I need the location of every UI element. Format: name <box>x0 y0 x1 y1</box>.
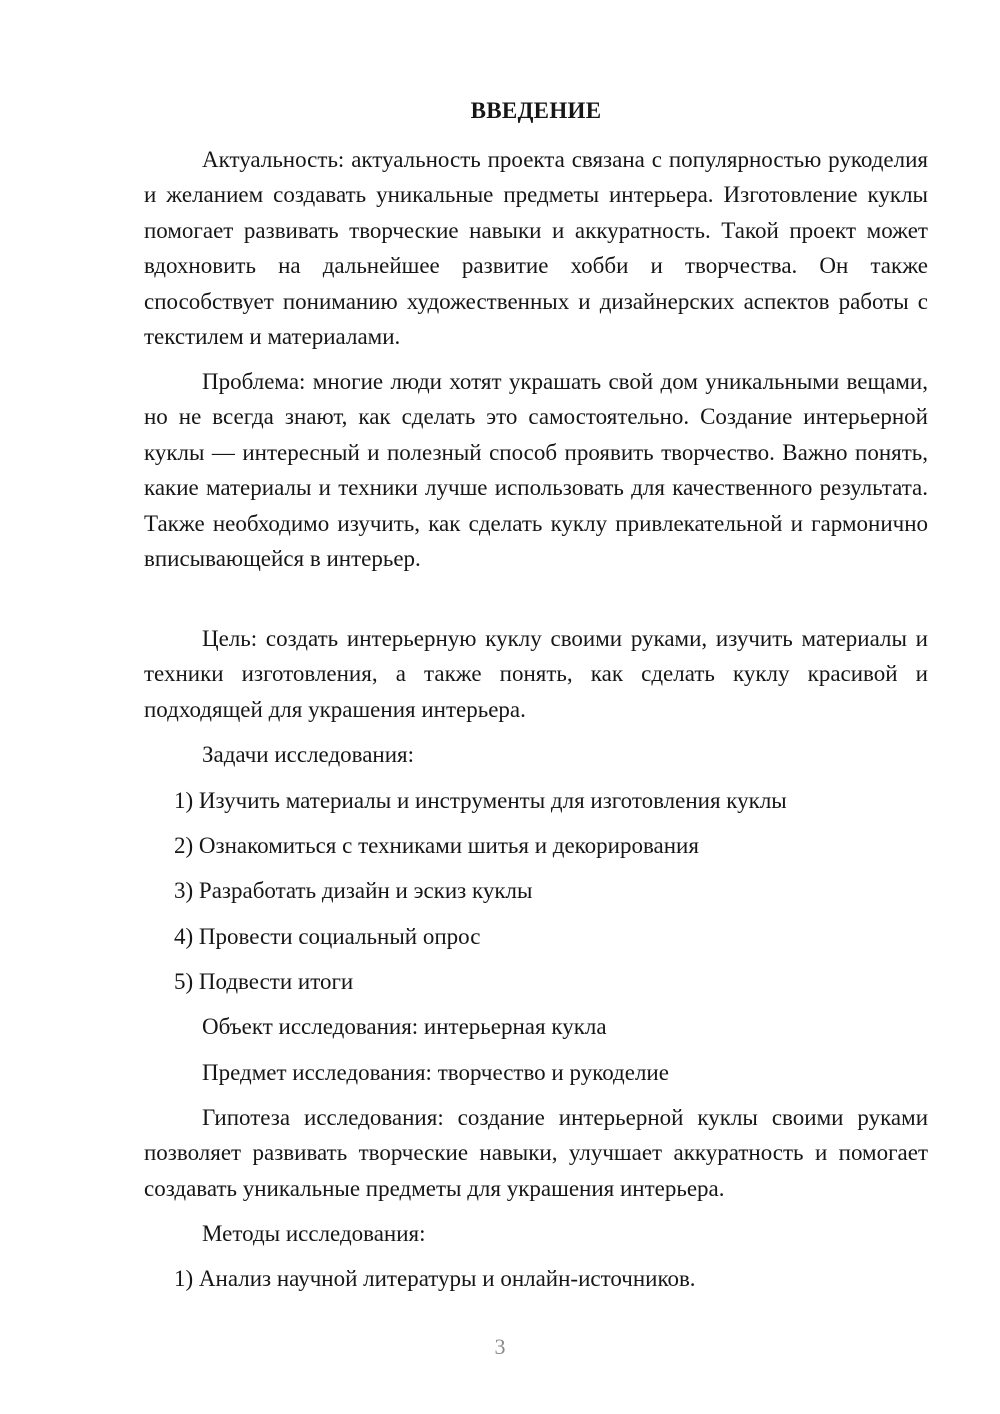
hypothesis-paragraph-block <box>144 1100 928 1206</box>
tasks-title-block <box>144 737 928 772</box>
task-item-2-block <box>144 828 928 863</box>
task-item: 4) Провести социальный опрос <box>174 924 481 949</box>
section-heading: ВВЕДЕНИЕ <box>470 98 602 123</box>
task-item-4-block <box>144 919 928 954</box>
goal-paragraph-block <box>144 621 928 727</box>
object-block <box>144 1009 928 1044</box>
task-item: 3) Разработать дизайн и эскиз куклы <box>174 878 533 903</box>
methods-title-block <box>144 1216 928 1251</box>
task-item-3-block <box>144 873 928 908</box>
method-item-1-block <box>144 1261 928 1296</box>
method-item: 1) Анализ научной литературы и онлайн-источников. <box>174 1266 696 1291</box>
relevance-paragraph: Актуальность: актуальность проекта связана с популярностью рукоделия и желанием создавать уникальные предметы интерьера. Изготовление куклы помогает развивать творческие навыки и аккуратность. Такой проект может вдохновить на дальнейшее развитие хобби и творчества. Он также способствует пониманию художественных и дизайнерских аспектов работы с текстилем и материалами. <box>144 147 928 350</box>
problem-paragraph: Проблема: многие люди хотят украшать свой дом уникальными вещами, но не всегда знают, как сделать это самостоятельно. Создание интерьерной куклы — интересный и полезный способ проявить творчество. Важно понять, какие материалы и техники лучше использовать для качественного результата. Также необходимо изучить, как сделать куклу привлекательной и гармонично вписывающейся в интерьер. <box>144 369 928 572</box>
tasks-title: Задачи исследования: <box>202 742 415 767</box>
task-item: 2) Ознакомиться с техниками шитья и декорирования <box>174 833 699 858</box>
problem-paragraph-block <box>144 364 928 576</box>
methods-title: Методы исследования: <box>202 1221 426 1246</box>
task-item-1-block <box>144 783 928 818</box>
subject-block <box>144 1055 928 1090</box>
goal-paragraph: Цель: создать интерьерную куклу своими руками, изучить материалы и техники изготовления, а также понять, как сделать куклу красивой и подходящей для украшения интерьера. <box>144 626 928 722</box>
research-object: Объект исследования: интерьерная кукла <box>202 1014 607 1039</box>
hypothesis-paragraph: Гипотеза исследования: создание интерьерной куклы своими руками позволяет развивать творческие навыки, улучшает аккуратность и помогает создавать уникальные предметы для украшения интерьера. <box>144 1105 928 1201</box>
page-number: 3 <box>494 1334 506 1359</box>
research-subject: Предмет исследования: творчество и рукоделие <box>202 1060 669 1085</box>
task-item-5-block <box>144 964 928 999</box>
task-item: 1) Изучить материалы и инструменты для изготовления куклы <box>174 788 787 813</box>
relevance-paragraph-block <box>144 142 928 354</box>
task-item: 5) Подвести итоги <box>174 969 354 994</box>
